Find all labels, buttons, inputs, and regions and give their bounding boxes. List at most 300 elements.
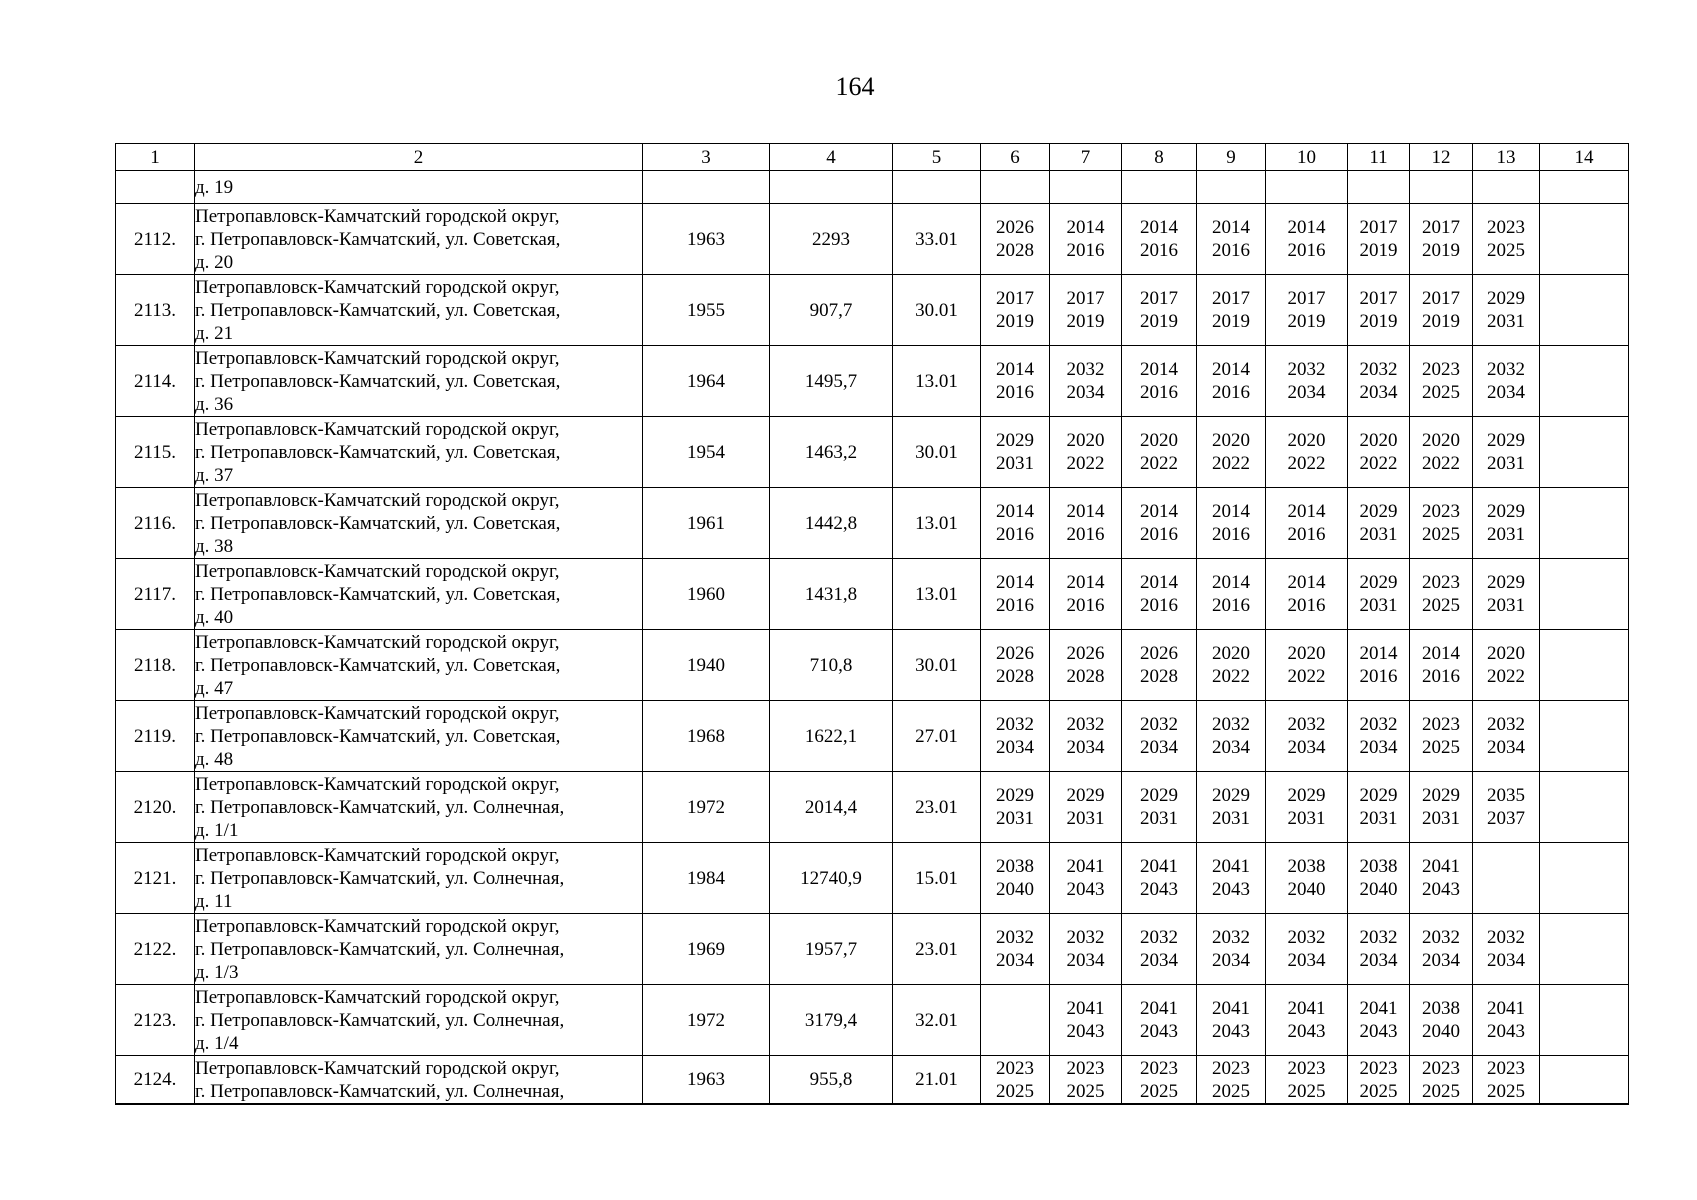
table-row [116,1056,1629,1105]
address-line: д. 1/1 [195,819,239,841]
column-header-14: 14 [1540,144,1629,171]
period-cell [1540,985,1629,1056]
row-number-cell: 2116. [116,488,195,559]
period-end-year: 2016 [1140,595,1178,616]
period-end-year: 2016 [1066,240,1105,261]
period-start-year: 2032 [1359,359,1398,380]
period-end-year: 2025 [1140,1080,1178,1102]
period-cell [1540,1056,1629,1105]
empty-cell [1266,171,1348,204]
period-start-year: 2023 [1422,572,1460,593]
period-cell [981,346,1050,417]
period-cell [1540,914,1629,985]
year-built-cell: 1984 [643,843,770,914]
period-end-year: 2025 [996,1080,1034,1102]
period-end-year: 2016 [1140,240,1178,261]
period-cell [1197,346,1266,417]
period-cell [981,701,1050,772]
code-cell: 30.01 [893,275,981,346]
address-line: Петропавловск-Камчатский городской округ, [195,1057,560,1079]
period-cell [1266,559,1348,630]
period-end-year: 2034 [1359,950,1398,971]
period-start-year: 2014 [1287,572,1326,593]
period-cell [1348,275,1410,346]
period-end-year: 2025 [1422,737,1460,758]
period-end-year: 2034 [1487,950,1525,971]
period-cell [1122,1056,1197,1105]
period-start-year: 2029 [1287,785,1326,806]
area-cell: 3179,4 [770,985,893,1056]
period-end-year: 2016 [1359,666,1398,687]
period-start-year: 2038 [996,856,1034,877]
period-cell [1266,204,1348,275]
period-end-year: 2043 [1287,1021,1326,1042]
period-end-year: 2016 [1066,595,1105,616]
period-start-year: 2038 [1359,856,1398,877]
period-end-year: 2034 [1066,950,1105,971]
column-header-6: 6 [981,144,1050,171]
period-start-year: 2017 [1422,288,1460,309]
period-end-year: 2034 [1422,950,1460,971]
period-end-year: 2022 [1066,453,1105,474]
period-cell [1348,488,1410,559]
period-end-year: 2016 [1212,524,1250,545]
period-end-year: 2031 [1487,311,1525,332]
period-end-year: 2034 [1140,737,1178,758]
period-start-year: 2032 [1487,714,1525,735]
period-end-year: 2043 [1212,879,1250,900]
period-start-year: 2032 [996,927,1034,948]
table-row [116,985,1629,1056]
period-end-year: 2034 [1212,737,1250,758]
period-cell [1540,630,1629,701]
period-cell [1197,843,1266,914]
period-cell [981,843,1050,914]
period-cell [1266,1056,1348,1105]
year-built-cell: 1940 [643,630,770,701]
period-cell [1540,346,1629,417]
period-cell [1473,346,1540,417]
period-cell [1410,417,1473,488]
table-row [116,204,1629,275]
table-row [116,275,1629,346]
period-end-year: 2043 [1359,1021,1398,1042]
empty-cell [1122,171,1197,204]
period-start-year: 2029 [1422,785,1460,806]
period-end-year: 2034 [996,950,1034,971]
address-cell [195,843,643,914]
address-line: д. 47 [195,677,234,699]
period-start-year: 2014 [1212,572,1250,593]
period-cell [1473,914,1540,985]
row-number-cell: 2112. [116,204,195,275]
area-cell: 1431,8 [770,559,893,630]
period-end-year: 2025 [1287,1080,1326,1102]
period-end-year: 2025 [1212,1080,1250,1102]
period-cell [1473,772,1540,843]
period-cell [1266,488,1348,559]
period-end-year: 2025 [1422,595,1460,616]
period-start-year: 2014 [1140,359,1178,380]
address-line: г. Петропавловск-Камчатский, ул. Солнечная, [195,796,565,818]
period-start-year: 2038 [1422,998,1460,1019]
period-start-year: 2014 [1140,572,1178,593]
address-line: Петропавловск-Камчатский городской округ, [195,347,560,369]
period-start-year: 2020 [1359,430,1398,451]
period-cell [1197,488,1266,559]
period-end-year: 2016 [1212,382,1250,403]
period-start-year: 2014 [1140,501,1178,522]
period-start-year: 2029 [1359,572,1398,593]
period-start-year: 2020 [1287,643,1326,664]
period-start-year: 2032 [1359,927,1398,948]
address-line: Петропавловск-Камчатский городской округ, [195,489,560,511]
area-cell: 907,7 [770,275,893,346]
period-cell [1473,701,1540,772]
period-start-year: 2029 [1066,785,1105,806]
address-cell [195,914,643,985]
empty-cell [1348,171,1410,204]
period-end-year: 2031 [1359,808,1398,829]
period-end-year: 2028 [996,240,1034,261]
row-number-cell: 2120. [116,772,195,843]
period-cell [1197,701,1266,772]
period-start-year: 2020 [1066,430,1105,451]
period-start-year: 2041 [1066,856,1105,877]
period-end-year: 2016 [1066,524,1105,545]
code-cell: 15.01 [893,843,981,914]
address-line: г. Петропавловск-Камчатский, ул. Солнечная, [195,1080,565,1102]
period-end-year: 2022 [1487,666,1525,687]
period-end-year: 2031 [996,808,1034,829]
code-cell: 13.01 [893,346,981,417]
period-start-year: 2017 [1359,288,1398,309]
housing-register-table [115,143,1629,1105]
period-cell [1050,1056,1122,1105]
period-start-year: 2032 [1287,714,1326,735]
period-start-year: 2014 [1212,501,1250,522]
period-cell [1410,772,1473,843]
period-start-year: 2035 [1487,785,1525,806]
row-number-cell: 2124. [116,1056,195,1105]
period-cell [1540,204,1629,275]
address-line: д. 36 [195,393,234,415]
address-line: д. 11 [195,890,233,912]
row-number-cell: 2113. [116,275,195,346]
period-cell [1473,488,1540,559]
period-end-year: 2019 [1212,311,1250,332]
year-built-cell: 1960 [643,559,770,630]
period-start-year: 2029 [1359,501,1398,522]
address-line: Петропавловск-Камчатский городской округ, [195,418,560,440]
row-number-cell: 2121. [116,843,195,914]
period-cell [1473,1056,1540,1105]
period-start-year: 2014 [1287,501,1326,522]
period-start-year: 2017 [1287,288,1326,309]
code-cell: 27.01 [893,701,981,772]
period-cell [1540,275,1629,346]
address-cell: д. 19 [195,171,643,204]
period-cell [1540,559,1629,630]
period-start-year: 2041 [1212,856,1250,877]
address-line: Петропавловск-Камчатский городской округ, [195,844,560,866]
period-end-year: 2022 [1140,453,1178,474]
address-cell [195,417,643,488]
period-start-year: 2038 [1287,856,1326,877]
period-end-year: 2031 [1487,595,1525,616]
period-start-year: 2041 [1140,856,1178,877]
period-cell [1348,701,1410,772]
period-cell [1197,1056,1266,1105]
period-cell [1266,417,1348,488]
address-line: г. Петропавловск-Камчатский, ул. Советская, [195,441,561,463]
period-cell [1050,985,1122,1056]
period-start-year: 2032 [1066,359,1105,380]
period-cell [1473,843,1540,914]
period-end-year: 2019 [1422,240,1460,261]
period-cell [1122,630,1197,701]
period-start-year: 2014 [1422,643,1460,664]
period-start-year: 2020 [1487,643,1525,664]
period-end-year: 2043 [1066,1021,1105,1042]
period-end-year: 2040 [1359,879,1398,900]
area-cell: 1495,7 [770,346,893,417]
period-cell [1473,417,1540,488]
period-cell [1266,346,1348,417]
period-end-year: 2025 [1066,1080,1105,1102]
period-cell [1410,488,1473,559]
address-line: Петропавловск-Камчатский городской округ, [195,560,560,582]
period-start-year: 2017 [1140,288,1178,309]
period-end-year: 2019 [1422,311,1460,332]
period-start-year: 2029 [1487,430,1525,451]
empty-cell [770,171,893,204]
period-cell [1266,275,1348,346]
period-end-year: 2031 [1359,524,1398,545]
period-start-year: 2017 [1212,288,1250,309]
period-start-year: 2029 [1487,572,1525,593]
period-end-year: 2031 [1066,808,1105,829]
period-start-year: 2026 [1066,643,1105,664]
period-end-year: 2034 [1287,950,1326,971]
period-start-year: 2023 [1287,1057,1326,1079]
address-line: г. Петропавловск-Камчатский, ул. Солнечная, [195,938,565,960]
address-line: Петропавловск-Камчатский городской округ, [195,986,560,1008]
period-cell [981,914,1050,985]
period-cell [1348,985,1410,1056]
period-cell [1348,772,1410,843]
period-end-year: 2016 [1140,524,1178,545]
continuation-row [116,171,1629,204]
period-cell [1050,204,1122,275]
period-end-year: 2016 [1287,240,1326,261]
period-end-year: 2028 [1140,666,1178,687]
period-end-year: 2031 [1212,808,1250,829]
address-cell [195,346,643,417]
address-line: Петропавловск-Камчатский городской округ, [195,276,560,298]
area-cell: 1442,8 [770,488,893,559]
period-start-year: 2032 [1140,714,1178,735]
period-cell [1266,914,1348,985]
period-cell [1122,275,1197,346]
period-cell [1266,701,1348,772]
period-cell [1050,701,1122,772]
period-cell [981,417,1050,488]
period-cell [1410,843,1473,914]
column-header-9: 9 [1197,144,1266,171]
period-start-year: 2041 [1066,998,1105,1019]
period-cell [981,488,1050,559]
period-end-year: 2022 [1212,453,1250,474]
year-built-cell: 1972 [643,772,770,843]
address-line: г. Петропавловск-Камчатский, ул. Советская, [195,583,561,605]
period-cell [1197,275,1266,346]
row-number-cell: 2114. [116,346,195,417]
address-cell [195,772,643,843]
address-line: Петропавловск-Камчатский городской округ, [195,631,560,653]
period-end-year: 2019 [1140,311,1178,332]
period-cell [1473,985,1540,1056]
row-number-cell [116,171,195,204]
period-cell [1122,914,1197,985]
row-number-cell: 2122. [116,914,195,985]
empty-cell [893,171,981,204]
period-cell [1473,630,1540,701]
period-cell [1410,630,1473,701]
column-header-3: 3 [643,144,770,171]
address-line: д. 48 [195,748,234,770]
address-line: д. 1/4 [195,1032,239,1054]
period-start-year: 2014 [1287,217,1326,238]
page-number: 164 [835,72,875,101]
period-cell [1410,275,1473,346]
period-end-year: 2016 [996,382,1034,403]
period-end-year: 2016 [1212,595,1250,616]
period-cell [1050,417,1122,488]
area-cell: 2014,4 [770,772,893,843]
period-start-year: 2017 [996,288,1034,309]
period-cell [1122,346,1197,417]
address-cell [195,1056,643,1105]
period-cell [1410,204,1473,275]
period-cell [1266,772,1348,843]
table-row [116,772,1629,843]
code-cell: 13.01 [893,488,981,559]
period-cell [1410,914,1473,985]
period-end-year: 2034 [1487,737,1525,758]
code-cell: 23.01 [893,772,981,843]
period-start-year: 2032 [1487,927,1525,948]
period-end-year: 2016 [1287,524,1326,545]
period-end-year: 2034 [1140,950,1178,971]
area-cell: 1463,2 [770,417,893,488]
period-end-year: 2025 [1422,524,1460,545]
period-end-year: 2022 [1422,453,1460,474]
code-cell: 30.01 [893,630,981,701]
code-cell: 33.01 [893,204,981,275]
period-end-year: 2031 [1422,808,1460,829]
empty-cell [1197,171,1266,204]
period-cell [1122,843,1197,914]
period-cell [1410,1056,1473,1105]
column-header-13: 13 [1473,144,1540,171]
period-cell [1540,417,1629,488]
period-start-year: 2014 [1066,501,1105,522]
period-end-year: 2043 [1140,1021,1178,1042]
period-start-year: 2020 [1422,430,1460,451]
period-end-year: 2025 [1359,1080,1398,1102]
address-line: Петропавловск-Камчатский городской округ, [195,773,560,795]
period-start-year: 2032 [1287,359,1326,380]
code-cell: 32.01 [893,985,981,1056]
address-cell [195,559,643,630]
year-built-cell: 1963 [643,204,770,275]
table-row [116,346,1629,417]
period-end-year: 2022 [1287,666,1326,687]
period-cell [1122,701,1197,772]
period-start-year: 2041 [1422,856,1460,877]
period-cell [981,772,1050,843]
period-start-year: 2023 [1422,501,1460,522]
period-cell [1122,488,1197,559]
period-end-year: 2034 [1287,382,1326,403]
period-start-year: 2023 [1359,1057,1398,1079]
period-start-year: 2032 [1359,714,1398,735]
period-cell [1410,346,1473,417]
code-cell: 23.01 [893,914,981,985]
period-cell [1197,630,1266,701]
code-cell: 30.01 [893,417,981,488]
area-cell: 2293 [770,204,893,275]
period-cell [1266,630,1348,701]
address-line: г. Петропавловск-Камчатский, ул. Солнечная, [195,1009,565,1031]
period-end-year: 2022 [1212,666,1250,687]
area-cell: 12740,9 [770,843,893,914]
period-end-year: 2025 [1487,1080,1525,1102]
period-end-year: 2031 [1287,808,1326,829]
period-start-year: 2032 [1140,927,1178,948]
period-end-year: 2040 [1422,1021,1460,1042]
address-cell [195,204,643,275]
period-end-year: 2034 [1212,950,1250,971]
period-end-year: 2031 [1487,524,1525,545]
period-end-year: 2016 [1287,595,1326,616]
period-start-year: 2032 [1212,927,1250,948]
period-cell [1122,772,1197,843]
period-start-year: 2014 [1066,217,1105,238]
period-start-year: 2029 [1140,785,1178,806]
period-start-year: 2023 [1212,1057,1250,1079]
period-end-year: 2031 [1140,808,1178,829]
period-cell [1540,488,1629,559]
period-start-year: 2026 [1140,643,1178,664]
period-end-year: 2028 [996,666,1034,687]
period-start-year: 2032 [1487,359,1525,380]
area-cell: 1622,1 [770,701,893,772]
period-cell [1348,630,1410,701]
address-line: д. 21 [195,322,234,344]
row-number-cell: 2117. [116,559,195,630]
address-line: д. 20 [195,251,234,273]
period-end-year: 2031 [996,453,1034,474]
period-cell [981,275,1050,346]
period-end-year: 2034 [1359,382,1398,403]
period-end-year: 2043 [1140,879,1178,900]
area-cell: 710,8 [770,630,893,701]
period-cell [1540,701,1629,772]
period-cell [1197,772,1266,843]
period-cell [1473,204,1540,275]
